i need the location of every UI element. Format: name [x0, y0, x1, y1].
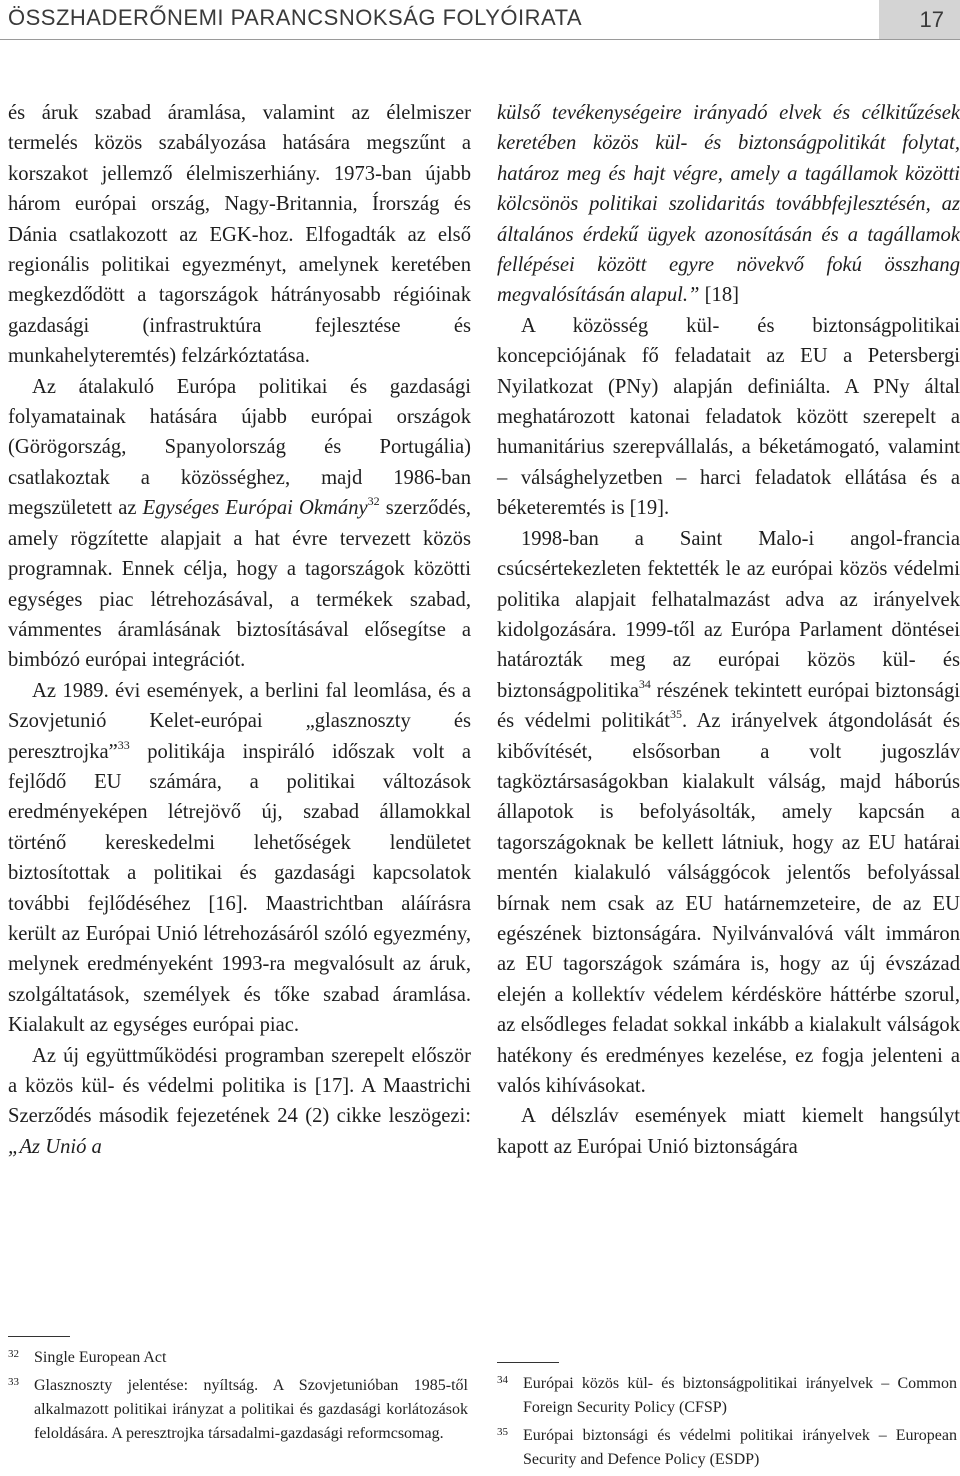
page-header — [0, 0, 960, 40]
paragraph: A közösség kül- és biztonságpolitikai koncepciójának fő feladatait az EU a Petersbergi Nyilatkozat (PNy) alapján definiálta. A PNy által meghatározott katonai feladatok között szerepelt a humanitárius szerepvállalás, a béketámogató, valamint – válsághelyzetben – harci feladatok ellátása és a béketeremtés is [19]. — [497, 314, 960, 520]
footnote-text: Európai közös kül- és biztonságpolitikai irányelvek – Common Foreign Security Policy (CFSP) — [523, 1375, 957, 1416]
footnote-text: Single European Act — [34, 1349, 167, 1366]
italic-text: „Az Unió a — [8, 1135, 102, 1158]
footnote-ref: 32 — [367, 494, 380, 509]
left-column — [8, 98, 471, 1162]
italic-text: külső tevékenységeire irányadó elvek és célkitűzések keretében közös kül- és biztonságpolitikát folytat, határoz meg és hajt végre, amely a tagállamok közötti kölcsönös politikai szolidaritás továbbfejlesztésén, az általános érdekű ügyek azonosításán és a tagállamok fellépései között egyre növekvő fokú összhang megvalósításán alapul.” — [497, 102, 960, 307]
footnote-ref: 34 — [638, 676, 651, 691]
page-number-box — [879, 0, 960, 39]
paragraph — [8, 1041, 471, 1163]
footnotes-right — [497, 1372, 957, 1476]
paragraph — [8, 676, 471, 1041]
text-run: . Az irányelvek átgondolását és kibővítését, elsősorban a volt jugoszláv tagköztársaságokban kialakult válság, majd háborús állapotok is befolyásolták, amely kapcsán a tagországoknak be kellett látniuk, hogy az EU határai mentén kialakuló válsággócok jelentős befolyással bírnak nem csak az EU határnemzeteire, de az EU egészének biztonságára. Nyilvánvalóvá vált immáron az EU tagországok számára is, hogy az új évszázad elején a kollektív védelem kérdésköre háttérbe szorul, az elsődleges feladat sokkal inkább a kialakult válságok hatékony és eredményes kezelése, ez fogja jelenteni a valós kihívásokat. — [497, 710, 960, 1097]
text-run: politikája inspiráló időszak volt a fejlődő EU számára, a politikai változások eredményeképen létrejövő új, szabad államokkal történő kereskedelmi lehetőségek lendületet biztosítottak a politikai és gazdasági kapcsolatok további fejlődéséhez [16]. Maastrichtban aláírásra került az Európai Unió létrehozásáról szóló egyezmény, melynek eredményeként 1993-ra megvalósult az áruk, szolgáltatások, személyek és tőke szabad áramlása. Kialakult az egységes európai piac. — [8, 740, 471, 1037]
footnote — [8, 1374, 468, 1446]
paragraph: és áruk szabad áramlása, valamint az élelmiszer termelés közös szabályozása hatására megszűnt a korszakot jellemző élelmiszerhiány. 1973-ban újabb három európai ország, Nagy-Britannia, Írország és Dánia csatlakozott az EGK-hoz. Elfogadták az első regionális politikai egyezményt, amelynek keretében megkezdődött a tagországok hátrányosabb régióinak gazdasági (infrastruktúra fejlesztése és munkahelyteremtés) felzárkóztatása. — [8, 102, 471, 368]
footnote-divider — [497, 1362, 559, 1363]
footnote-text: Európai biztonsági és védelmi politikai irányelvek – European Security and Defence Policy (ESDP) — [523, 1427, 957, 1468]
footnote — [8, 1346, 468, 1370]
text-run: [18] — [699, 284, 739, 307]
right-column — [497, 98, 960, 1162]
text-run: 1998-ban a Saint Malo-i angol-francia csúcsértekezleten fektették le az európai közös védelmi politika alapjait felhatalmazást adva az irányelvek kidolgozására. 1999-től az Európa Parlament döntései határozták meg az európai közös kül- és biztonságpolitika — [497, 527, 960, 702]
footnote-text: Glasznoszty jelentése: nyíltság. A Szovjetunióban 1985-től alkalmazott politikai irányzat a politikai és gazdasági korlátozások feloldására. A peresztrojka társadalmi-gazdasági reformcsomag. — [34, 1377, 468, 1442]
paragraph — [497, 524, 960, 1102]
footnote-number: 32 — [8, 1348, 19, 1360]
footnote — [497, 1424, 957, 1472]
text-run: szerződés, amely rögzítette alapjait a hat évre tervezett közös programnak. Ennek célja, hogy a tagországok közötti egységes piac létrehozásával, a termékek szabad, vámmentes áramlásának biztosításával elősegítse a bimbózó európai integrációt. — [8, 497, 472, 672]
paragraph — [497, 98, 960, 311]
footnote-ref: 33 — [117, 737, 130, 752]
footnote-number: 33 — [8, 1376, 19, 1388]
text-run: részének tekintett európai biztonsági és védelmi politikát — [497, 679, 960, 733]
text-run: Az átalakuló Európa politikai és gazdasági folyamatainak hatására újabb európai országok (Görögország, Spanyolország és Portugália) csatlakoztak a közösséghez, majd 1986-ban megszületett az — [8, 375, 471, 520]
footnote-ref: 35 — [670, 707, 683, 722]
footnotes-left — [8, 1346, 468, 1450]
text-run: Az új együttműködési programban szerepelt először a közös kül- és védelmi politika is [17]. A Maastrichi Szerződés második fejezetének 24 (2) cikke leszögezi: — [8, 1044, 471, 1128]
footnote-divider — [8, 1336, 70, 1337]
page-number: 17 — [919, 7, 944, 32]
italic-text: Egységes Európai Okmány — [142, 497, 368, 520]
footnote-number: 34 — [497, 1374, 508, 1386]
journal-title: ÖSSZHADERŐNEMI PARANCSNOKSÁG FOLYÓIRATA — [8, 5, 583, 30]
paragraph: A délszláv események miatt kiemelt hangsúlyt kapott az Európai Unió biztonságára — [497, 1105, 960, 1158]
footnote-number: 35 — [497, 1426, 508, 1438]
paragraph — [8, 372, 471, 676]
footnote — [497, 1372, 957, 1420]
text-run: Az 1989. évi események, a berlini fal leomlása, és a Szovjetunió Kelet-európai „glasznoszty és peresztrojka” — [8, 679, 471, 763]
